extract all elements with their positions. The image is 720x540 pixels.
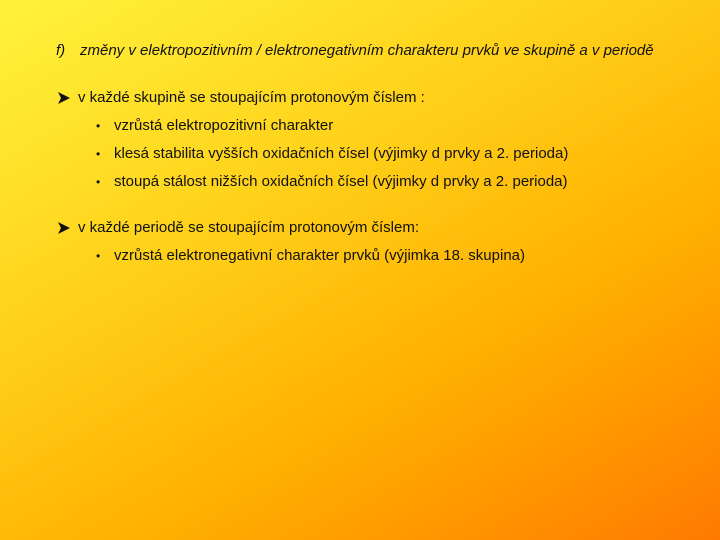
heading-marker: f)	[56, 42, 66, 59]
section-2-bullet-1	[96, 246, 696, 266]
section-1-bullet-2	[96, 144, 696, 164]
section-1-bullet-3	[96, 172, 696, 192]
section-1-item	[56, 88, 696, 108]
arrow-right-icon	[56, 218, 72, 238]
bullet-glyph: •	[96, 175, 101, 189]
bullet-text: klesá stabilita vyšších oxidačních čísel (výjimky d prvky a 2. perioda)	[114, 145, 569, 162]
section-2-item	[56, 218, 696, 238]
slide-heading	[56, 40, 696, 61]
arrow-right-icon	[56, 88, 72, 108]
bullet-text: vzrůstá elektropozitivní charakter	[114, 117, 334, 134]
bullet-text: stoupá stálost nižších oxidačních čísel (výjimky d prvky a 2. perioda)	[114, 173, 568, 190]
bullet-glyph: •	[96, 147, 101, 161]
bullet-glyph: •	[96, 119, 101, 133]
bullet-glyph: •	[96, 249, 101, 263]
section-1-bullet-1	[96, 116, 696, 136]
heading-text: změny v elektropozitivním / elektronegativním charakteru prvků ve skupině a v periodě	[80, 42, 654, 59]
section-2-text: v každé periodě se stoupajícím protonovým číslem:	[78, 219, 419, 236]
section-1-text: v každé skupině se stoupajícím protonovým číslem :	[78, 89, 425, 106]
bullet-text: vzrůstá elektronegativní charakter prvků (výjimka 18. skupina)	[114, 247, 526, 264]
